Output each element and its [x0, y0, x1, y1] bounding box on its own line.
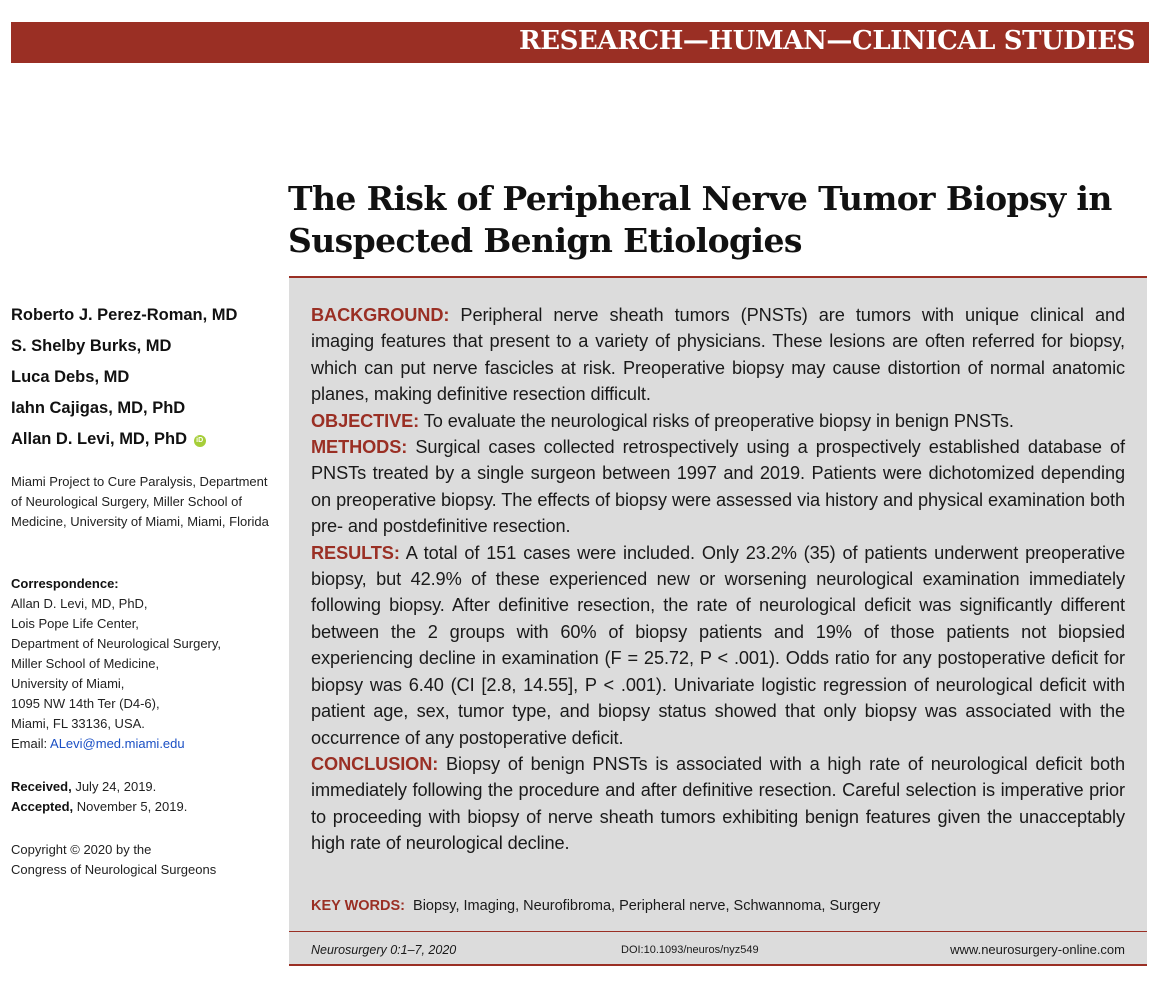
- correspondence-line: Department of Neurological Surgery,: [11, 636, 222, 651]
- results-text: A total of 151 cases were included. Only 23.2% (35) of patients underwent preoperative biopsy, but 42.9% of these experienced new or worsening neurological examination immediately following biopsy. After definitive resection, the rate of neurological deficit was significantly different between the 2 groups with 60% of biopsy patients and 19% of those patients not biopsied experiencing decline in examination (F = 25.72, P < .001). Odds ratio for any postoperative deficit for biopsy was 6.40 (CI [2.8, 14.55], P < .001). Univariate logistic regression of neurological deficit with patient age, sex, tumor type, and biopsy status showed that only biopsy was associated with the occurrence of any postoperative deficit.: [311, 542, 1126, 748]
- objective-label: OBJECTIVE:: [311, 410, 420, 431]
- footer-divider: [289, 931, 1147, 932]
- author-name: Iahn Cajigas, MD, PhD: [11, 399, 186, 417]
- conclusion-label: CONCLUSION:: [311, 753, 439, 774]
- methods-label: METHODS:: [311, 437, 408, 458]
- background-label: BACKGROUND:: [311, 305, 450, 325]
- keywords-label: KEY WORDS:: [311, 898, 405, 914]
- results-label: RESULTS:: [311, 542, 400, 563]
- abstract-panel: [289, 276, 1147, 966]
- journal-citation: Neurosurgery 0:1–7, 2020: [311, 943, 457, 957]
- email-link[interactable]: ALevi@med.miami.edu: [50, 736, 185, 751]
- correspondence-line: Allan D. Levi, MD, PhD,: [11, 596, 148, 611]
- correspondence-line: University of Miami,: [11, 676, 125, 691]
- correspondence-line: Miller School of Medicine,: [11, 656, 160, 671]
- journal-website-link[interactable]: www.neurosurgery-online.com: [950, 942, 1125, 957]
- keywords-list: Biopsy, Imaging, Neurofibroma, Peripheral nerve, Schwannoma, Surgery: [413, 898, 881, 914]
- copyright-notice: [11, 840, 281, 880]
- author-list: [11, 300, 281, 455]
- correspondence-email-row: [11, 734, 281, 754]
- accepted-date-row: [11, 797, 281, 817]
- received-date-row: [11, 777, 281, 797]
- conclusion-text: Biopsy of benign PNSTs is associated with a high rate of neurological deficit both immediately following the procedure and after definitive resection. Careful selection is imperative prior to proceeding with biopsy of nerve sheath tumors exhibiting benign features given the unacceptably high rate of neurological decline.: [311, 753, 1125, 854]
- email-label: Email:: [11, 736, 48, 751]
- objective-text: To evaluate the neurological risks of preoperative biopsy in benign PNSTs.: [423, 410, 1014, 431]
- section-banner-label: RESEARCH—HUMAN—CLINICAL STUDIES: [519, 26, 1135, 56]
- methods-text: Surgical cases collected retrospectively using a prospectively established database of PNSTs treated by a single surgeon between 1997 and 2019. Patients were dichotomized depending on preoperative biopsy. The effects of biopsy were assessed via history and physical examination both pre- and postdefinitive resection.: [311, 437, 1126, 537]
- copyright-line: Congress of Neurological Surgeons: [11, 862, 217, 877]
- accepted-date: November 5, 2019.: [76, 799, 188, 814]
- abstract-objective: [311, 408, 1125, 434]
- article-dates: [11, 777, 281, 817]
- doi-link[interactable]: DOI:10.1093/neuros/nyz549: [621, 944, 759, 956]
- author-name: Roberto J. Perez-Roman, MD: [11, 306, 238, 324]
- correspondence-line: Lois Pope Life Center,: [11, 616, 139, 631]
- abstract-background: [311, 302, 1125, 408]
- keywords-row: [311, 896, 1125, 916]
- abstract-methods: [311, 434, 1125, 540]
- background-text: Peripheral nerve sheath tumors (PNSTs) are tumors with unique clinical and imaging features that present to a variety of physicians. These lesions are often referred for biopsy, which can put nerve fascicles at risk. Preoperative biopsy may cause distortion of normal anatomic planes, making definitive resection difficult.: [311, 305, 1125, 405]
- received-date: July 24, 2019.: [75, 779, 157, 794]
- correspondence-line: 1095 NW 14th Ter (D4-6),: [11, 696, 160, 711]
- abstract-results: [311, 540, 1125, 751]
- author-name-with-orcid: [11, 424, 281, 455]
- orcid-icon[interactable]: iD: [194, 435, 206, 447]
- abstract-conclusion: [311, 751, 1125, 857]
- author-name: Allan D. Levi, MD, PhD: [11, 430, 188, 448]
- article-title: The Risk of Peripheral Nerve Tumor Biopsy in Suspected Benign Etiologies: [288, 179, 1112, 260]
- section-banner: [11, 22, 1149, 63]
- received-label: Received,: [11, 779, 72, 794]
- correspondence-line: Miami, FL 33136, USA.: [11, 716, 145, 731]
- abstract-text: [311, 302, 1125, 857]
- correspondence-block: [11, 574, 281, 754]
- author-name: S. Shelby Burks, MD: [11, 337, 172, 355]
- accepted-label: Accepted,: [11, 799, 74, 814]
- copyright-line: Copyright © 2020 by the: [11, 842, 152, 857]
- correspondence-label: Correspondence:: [11, 576, 119, 591]
- abstract-footer: [311, 940, 1125, 960]
- author-affiliation: Miami Project to Cure Paralysis, Department of Neurological Surgery, Miller School of Medicine, University of Miami, Miami, Florida: [11, 474, 269, 529]
- author-name: Luca Debs, MD: [11, 368, 130, 386]
